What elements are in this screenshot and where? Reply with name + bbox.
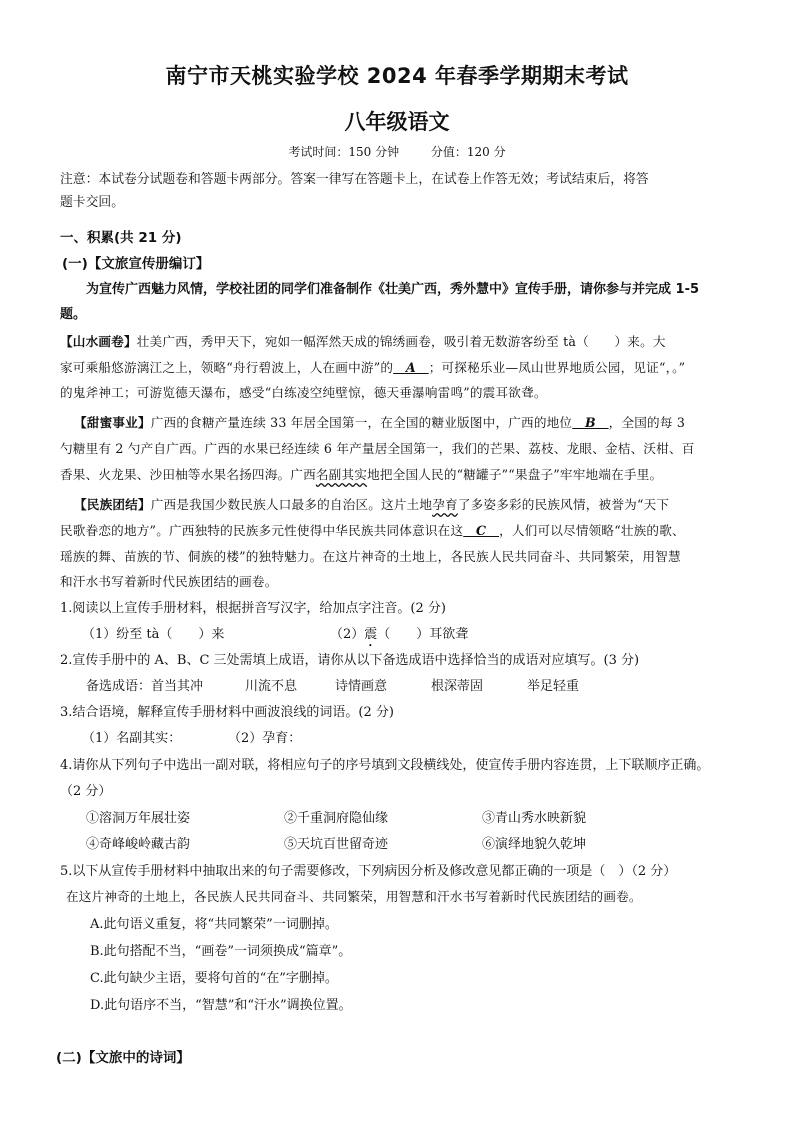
couplet-options-row-1 xyxy=(86,807,768,826)
para-text: 香果、火龙果、沙田柚等水果名扬四海。广西 xyxy=(60,467,316,482)
para-text: ；可探秘乐业—凤山世界地质公园，见证“，。” xyxy=(428,360,686,375)
question-2-stem: 2.宣传手册中的 A、B、C 三处需填上成语，请你从以下备选成语中选择恰当的成语对应填写。(3 分) xyxy=(60,653,640,668)
exam-score: 分值：120 分 xyxy=(430,145,506,159)
para-sugar-tag: 【甜蜜事业】 xyxy=(74,415,151,430)
para-text: 家可乘船悠游漓江之上，领略“舟行碧波上，人在画中游”的 xyxy=(60,360,394,375)
couplet-option: ②千重洞府隐仙缘 xyxy=(284,811,389,826)
question-5-sentence: 在这片神奇的土地上，各民族人民共同奋斗、共同繁荣，用智慧和汗水书写着新时代民族团结的画卷。 xyxy=(66,889,642,904)
notice-line-1: 注意：本试卷分试题卷和答题卡两部分。答案一律写在答题卡上，在试卷上作答无效；考试结束后，将答 xyxy=(60,172,649,187)
wavy-word-yunyu: 孕育 xyxy=(432,497,458,512)
intro-line-2: 题。 xyxy=(60,307,87,322)
question-1b-suffix: （ ）耳欲聋 xyxy=(377,627,469,642)
couplet-option: ⑥演绎地貌久乾坤 xyxy=(482,837,587,852)
blank-c: C xyxy=(463,523,500,538)
couplet-option: ①溶洞万年展壮姿 xyxy=(86,811,191,826)
blank-a: A xyxy=(393,360,429,375)
para-unity-line-4: 和汗水书写着新时代民族团结的画卷。 xyxy=(60,574,278,589)
question-1-answers xyxy=(82,623,764,650)
idiom-option: 诗情画意 xyxy=(335,679,388,694)
para-text: 广西是我国少数民族人口最多的自治区。这片土地 xyxy=(150,497,433,512)
question-1-stem: 1.阅读以上宣传手册材料，根据拼音写汉字，给加点字注音。(2 分) xyxy=(60,601,446,616)
subsection-2-heading: (二)【文旅中的诗词】 xyxy=(56,1050,190,1066)
idiom-option: 首当其冲 xyxy=(151,679,204,694)
para-text: 地把全国人民的“糖罐子”“果盘子”牢牢地端在手里。 xyxy=(367,467,663,482)
blank-b: B xyxy=(572,415,609,430)
intro-line-1: 为宣传广西魅力风情，学校社团的同学们准备制作《壮美广西，秀外慧中》宣传手册，请你参与并完成 1-5 xyxy=(86,282,700,297)
para-text: 了多姿多彩的民族风情，被誉为“天下 xyxy=(457,497,670,512)
couplet-option: ④奇峰峻岭藏古韵 xyxy=(86,837,191,852)
para-unity-line-2 xyxy=(60,520,742,539)
para-text: 壮美广西，秀甲天下，宛如一幅浑然天成的锦绣画卷，吸引着无数游客纷至 tà（ ）来。大 xyxy=(136,334,666,349)
para-unity-tag: 【民族团结】 xyxy=(74,497,151,512)
question-2-options xyxy=(86,675,768,694)
para-sugar-line-1 xyxy=(74,412,756,431)
para-landscape-tag: 【山水画卷】 xyxy=(60,334,137,349)
question-1b-prefix: （2） xyxy=(330,627,365,642)
para-unity-line-1 xyxy=(74,494,756,513)
wavy-word-mingfuqishi: 名副其实 xyxy=(315,467,368,482)
question-5-option-c: C.此句缺少主语，要将句首的“在”字删掉。 xyxy=(90,971,338,986)
para-landscape-line-3: 的鬼斧神工；可游览德天瀑布，感受“白练凌空纯壁惊，德天垂瀑响雷鸣”的震耳欲聋。 xyxy=(60,385,547,400)
question-3-answers xyxy=(82,727,764,746)
exam-meta xyxy=(0,143,794,160)
couplet-option: ③青山秀水映新貌 xyxy=(482,811,587,826)
idiom-option: 根深蒂固 xyxy=(431,679,484,694)
para-sugar-line-3 xyxy=(60,464,742,483)
para-sugar-line-2: 勺糖里有 2 勺产自广西。广西的水果已经连续 6 年产量居全国第一，我们的芒果、荔枝、龙眼、金桔、沃柑、百 xyxy=(60,441,695,456)
para-text: ，全国的每 3 xyxy=(608,415,686,430)
question-3b: （2）孕育： xyxy=(228,731,302,746)
dotted-char-zhen: 震 xyxy=(364,627,378,642)
idiom-option: 举足轻重 xyxy=(527,679,580,694)
question-3a: （1）名副其实： xyxy=(82,731,182,746)
question-5-option-b: B.此句搭配不当，“画卷”一词须换成“篇章”。 xyxy=(90,944,352,959)
para-text: ，人们可以尽情领略“壮族的歌、 xyxy=(499,523,685,538)
exam-title: 南宁市天桃实验学校 2024 年春季学期期末考试 xyxy=(165,64,629,88)
exam-subject: 八年级语文 xyxy=(344,110,450,134)
couplet-option: ⑤天坑百世留奇迹 xyxy=(284,837,389,852)
para-landscape-line-2 xyxy=(60,357,742,376)
options-label: 备选成语： xyxy=(86,679,152,694)
question-5-option-d: D.此句语序不当，“智慧”和“汗水”调换位置。 xyxy=(90,998,352,1013)
para-text: 广西的食糖产量连续 33 年居全国第一，在全国的糖业版图中，广西的地位 xyxy=(150,415,573,430)
section-heading: 一、积累(共 21 分) xyxy=(60,230,182,246)
notice-line-2: 题卡交回。 xyxy=(60,195,124,210)
couplet-options-row-2 xyxy=(86,833,768,852)
exam-time: 考试时间：150 分钟 xyxy=(288,145,400,159)
para-landscape-line-1 xyxy=(60,331,742,350)
question-5-stem: 5.以下从宣传手册材料中抽取出来的句子需要修改，下列病因分析及修改意见都正确的一项是（ ）（2 分） xyxy=(60,864,677,879)
question-1a: （1）纷至 tà（ ）来 xyxy=(82,627,225,642)
question-4-stem-1: 4.请你从下列句子中选出一副对联，将相应句子的序号填到文段横线处，使宣传手册内容连贯，上下联顺序正确。 xyxy=(60,758,710,773)
question-5-option-a: A.此句语义重复，将“共同繁荣”一词删掉。 xyxy=(90,917,338,932)
subsection-1-heading: (一)【文旅宣传册编订】 xyxy=(62,256,210,272)
question-3-stem: 3.结合语境，解释宣传手册材料中画波浪线的词语。(2 分) xyxy=(60,705,394,720)
para-unity-line-3: 瑶族的舞、苗族的节、侗族的楼”的独特魅力。在这片神奇的土地上，各民族人民共同奋斗、共同繁荣，用智慧 xyxy=(60,549,681,564)
idiom-option: 川流不息 xyxy=(245,679,298,694)
question-4-stem-2: （2 分） xyxy=(60,784,112,799)
para-text: 民歌眷恋的地方”。广西独特的民族多元性使得中华民族共同体意识在这 xyxy=(60,523,464,538)
